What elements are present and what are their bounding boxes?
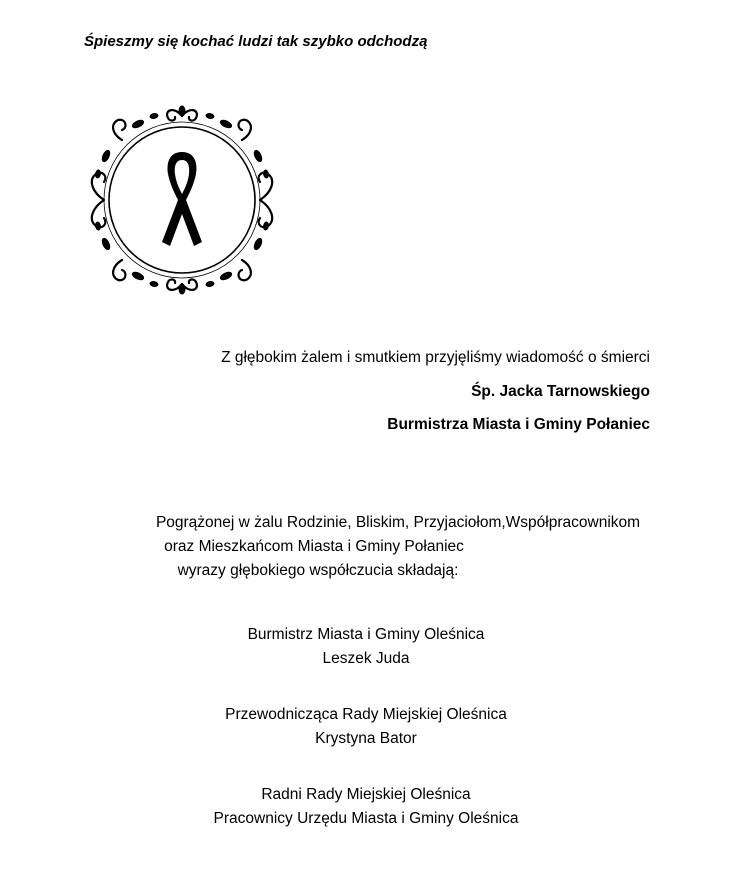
condolence-line-1: Pogrążonej w żalu Rodzinie, Bliskim, Przyjaciołom,Współpracownikom [155,514,641,531]
deceased-name: Śp. Jacka Tarnowskiego [471,383,650,400]
signatory-role: Radni Rady Miejskiej Oleśnica [261,786,471,803]
motto-heading: Śpieszmy się kochać ludzi tak szybko odchodzą [84,33,428,50]
signatory-name: Leszek Juda [322,650,410,667]
ornamental-frame-icon [82,100,282,300]
signatory-name: Pracownicy Urzędu Miasta i Gminy Oleśnica [213,810,519,827]
signatory-role: Przewodnicząca Rady Miejskiej Oleśnica [225,706,507,723]
mourning-ribbon-icon [162,152,202,246]
signatory-role: Burmistrz Miasta i Gminy Oleśnica [247,626,485,643]
announcement-intro: Z głębokim żalem i smutkiem przyjęliśmy wiadomość o śmierci [221,349,650,366]
condolence-line-2: oraz Mieszkańcom Miasta i Gminy Połaniec [164,538,464,555]
condolence-line-3: wyrazy głębokiego współczucia składają: [177,562,459,579]
deceased-title: Burmistrza Miasta i Gminy Połaniec [387,416,650,433]
mourning-emblem [82,100,282,300]
signatory-name: Krystyna Bator [315,730,417,747]
